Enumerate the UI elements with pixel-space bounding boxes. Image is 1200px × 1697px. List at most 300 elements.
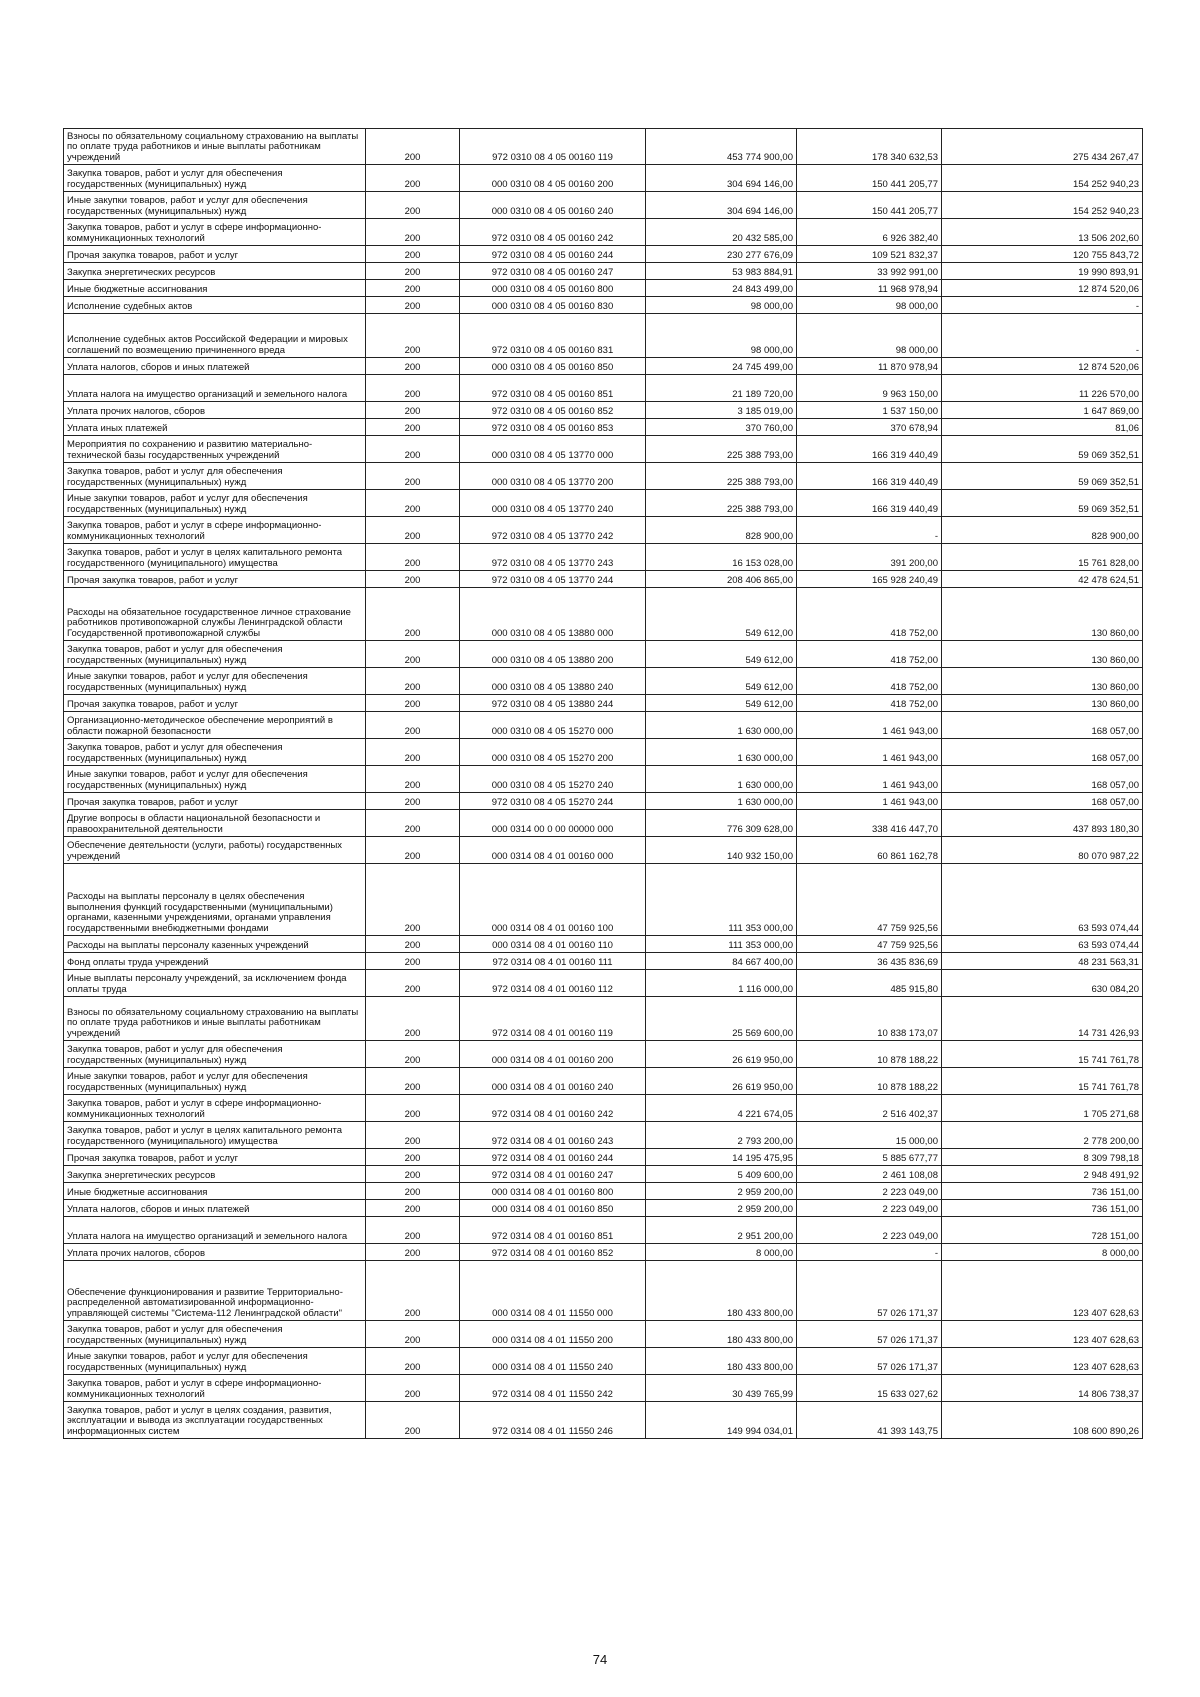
row-line-code: 200 bbox=[366, 1402, 460, 1439]
row-remaining-amount: 154 252 940,23 bbox=[942, 192, 1143, 219]
row-executed-amount: 5 885 677,77 bbox=[797, 1149, 942, 1166]
row-remaining-amount: 168 057,00 bbox=[942, 766, 1143, 793]
row-line-code: 200 bbox=[366, 837, 460, 864]
row-executed-amount: 33 992 991,00 bbox=[797, 263, 942, 280]
row-classification-code: 972 0310 08 4 05 00160 242 bbox=[460, 219, 646, 246]
row-name: Прочая закупка товаров, работ и услуг bbox=[64, 571, 366, 588]
row-executed-amount: 150 441 205,77 bbox=[797, 165, 942, 192]
row-assigned-amount: 111 353 000,00 bbox=[646, 936, 797, 953]
row-assigned-amount: 98 000,00 bbox=[646, 314, 797, 358]
row-remaining-amount: 15 741 761,78 bbox=[942, 1068, 1143, 1095]
row-name: Прочая закупка товаров, работ и услуг bbox=[64, 246, 366, 263]
row-assigned-amount: 149 994 034,01 bbox=[646, 1402, 797, 1439]
row-line-code: 200 bbox=[366, 712, 460, 739]
row-name: Расходы на обязательное государственное личное страхование работников противопожарной службы Ленинградской области Государственной противопожарной службы bbox=[64, 588, 366, 641]
row-classification-code: 000 0310 08 4 05 00160 240 bbox=[460, 192, 646, 219]
row-line-code: 200 bbox=[366, 1041, 460, 1068]
row-name: Закупка энергетических ресурсов bbox=[64, 263, 366, 280]
table-row bbox=[64, 1244, 1143, 1261]
row-executed-amount: 11 968 978,94 bbox=[797, 280, 942, 297]
row-classification-code: 972 0314 08 4 01 00160 112 bbox=[460, 970, 646, 997]
row-executed-amount: 391 200,00 bbox=[797, 544, 942, 571]
row-assigned-amount: 453 774 900,00 bbox=[646, 129, 797, 165]
row-remaining-amount: 8 000,00 bbox=[942, 1244, 1143, 1261]
row-assigned-amount: 2 951 200,00 bbox=[646, 1217, 797, 1244]
row-executed-amount: 418 752,00 bbox=[797, 641, 942, 668]
row-classification-code: 972 0314 08 4 01 00160 244 bbox=[460, 1149, 646, 1166]
row-classification-code: 972 0310 08 4 05 13770 242 bbox=[460, 517, 646, 544]
table-row bbox=[64, 641, 1143, 668]
row-name: Иные закупки товаров, работ и услуг для обеспечения государственных (муниципальных) нужд bbox=[64, 1348, 366, 1375]
row-assigned-amount: 24 843 499,00 bbox=[646, 280, 797, 297]
row-name: Уплата налога на имущество организаций и земельного налога bbox=[64, 1217, 366, 1244]
budget-execution-table bbox=[63, 128, 1143, 1439]
table-row bbox=[64, 970, 1143, 997]
row-classification-code: 972 0310 08 4 05 13770 243 bbox=[460, 544, 646, 571]
table-row bbox=[64, 695, 1143, 712]
row-line-code: 200 bbox=[366, 1149, 460, 1166]
row-name: Другие вопросы в области национальной безопасности и правоохранительной деятельности bbox=[64, 810, 366, 837]
row-classification-code: 972 0314 08 4 01 00160 243 bbox=[460, 1122, 646, 1149]
row-assigned-amount: 180 433 800,00 bbox=[646, 1261, 797, 1321]
row-remaining-amount: 1 647 869,00 bbox=[942, 402, 1143, 419]
table-row bbox=[64, 810, 1143, 837]
row-name: Закупка товаров, работ и услуг для обеспечения государственных (муниципальных) нужд bbox=[64, 1041, 366, 1068]
table-row bbox=[64, 490, 1143, 517]
row-name: Обеспечение деятельности (услуги, работы) государственных учреждений bbox=[64, 837, 366, 864]
row-assigned-amount: 230 277 676,09 bbox=[646, 246, 797, 263]
row-name: Иные бюджетные ассигнования bbox=[64, 1183, 366, 1200]
row-line-code: 200 bbox=[366, 375, 460, 402]
row-executed-amount: 6 926 382,40 bbox=[797, 219, 942, 246]
row-remaining-amount: - bbox=[942, 297, 1143, 314]
row-executed-amount: 166 319 440,49 bbox=[797, 436, 942, 463]
row-remaining-amount: 63 593 074,44 bbox=[942, 864, 1143, 936]
row-assigned-amount: 24 745 499,00 bbox=[646, 358, 797, 375]
table-row bbox=[64, 544, 1143, 571]
row-assigned-amount: 225 388 793,00 bbox=[646, 463, 797, 490]
row-executed-amount: 98 000,00 bbox=[797, 297, 942, 314]
table-row bbox=[64, 1348, 1143, 1375]
row-classification-code: 972 0310 08 4 05 00160 853 bbox=[460, 419, 646, 436]
row-assigned-amount: 1 630 000,00 bbox=[646, 739, 797, 766]
table-row bbox=[64, 668, 1143, 695]
table-row bbox=[64, 571, 1143, 588]
table-row bbox=[64, 192, 1143, 219]
row-assigned-amount: 20 432 585,00 bbox=[646, 219, 797, 246]
row-executed-amount: 2 223 049,00 bbox=[797, 1200, 942, 1217]
table-row bbox=[64, 280, 1143, 297]
row-line-code: 200 bbox=[366, 997, 460, 1041]
row-line-code: 200 bbox=[366, 192, 460, 219]
row-assigned-amount: 304 694 146,00 bbox=[646, 165, 797, 192]
table-row bbox=[64, 766, 1143, 793]
row-line-code: 200 bbox=[366, 793, 460, 810]
table-row bbox=[64, 129, 1143, 165]
row-assigned-amount: 1 116 000,00 bbox=[646, 970, 797, 997]
row-executed-amount: 9 963 150,00 bbox=[797, 375, 942, 402]
row-name: Закупка товаров, работ и услуг для обеспечения государственных (муниципальных) нужд bbox=[64, 1321, 366, 1348]
row-remaining-amount: 108 600 890,26 bbox=[942, 1402, 1143, 1439]
row-remaining-amount: 828 900,00 bbox=[942, 517, 1143, 544]
row-assigned-amount: 549 612,00 bbox=[646, 588, 797, 641]
row-classification-code: 000 0310 08 4 05 00160 830 bbox=[460, 297, 646, 314]
row-remaining-amount: 11 226 570,00 bbox=[942, 375, 1143, 402]
row-line-code: 200 bbox=[366, 297, 460, 314]
row-classification-code: 000 0314 00 0 00 00000 000 bbox=[460, 810, 646, 837]
row-remaining-amount: 48 231 563,31 bbox=[942, 953, 1143, 970]
table-row bbox=[64, 1183, 1143, 1200]
row-remaining-amount: 168 057,00 bbox=[942, 739, 1143, 766]
row-classification-code: 972 0314 08 4 01 00160 111 bbox=[460, 953, 646, 970]
row-remaining-amount: 42 478 624,51 bbox=[942, 571, 1143, 588]
row-assigned-amount: 208 406 865,00 bbox=[646, 571, 797, 588]
table-row bbox=[64, 1041, 1143, 1068]
row-name: Обеспечение функционирования и развитие Территориально- распределенной автоматизированной информационно- управляющей системы "Система-112 Ленинградской области" bbox=[64, 1261, 366, 1321]
row-remaining-amount: 15 761 828,00 bbox=[942, 544, 1143, 571]
row-executed-amount: 57 026 171,37 bbox=[797, 1321, 942, 1348]
row-classification-code: 000 0310 08 4 05 13880 240 bbox=[460, 668, 646, 695]
row-assigned-amount: 549 612,00 bbox=[646, 641, 797, 668]
row-name: Закупка товаров, работ и услуг в целях капитального ремонта государственного (муниципального) имущества bbox=[64, 544, 366, 571]
row-classification-code: 000 0314 08 4 01 00160 200 bbox=[460, 1041, 646, 1068]
row-executed-amount: 2 223 049,00 bbox=[797, 1217, 942, 1244]
row-classification-code: 000 0310 08 4 05 13770 200 bbox=[460, 463, 646, 490]
row-classification-code: 000 0310 08 4 05 13880 200 bbox=[460, 641, 646, 668]
row-remaining-amount: 81,06 bbox=[942, 419, 1143, 436]
row-line-code: 200 bbox=[366, 1244, 460, 1261]
table-body bbox=[64, 129, 1143, 1439]
row-line-code: 200 bbox=[366, 739, 460, 766]
table-row bbox=[64, 246, 1143, 263]
row-classification-code: 972 0314 08 4 01 00160 242 bbox=[460, 1095, 646, 1122]
row-executed-amount: 166 319 440,49 bbox=[797, 490, 942, 517]
row-remaining-amount: 275 434 267,47 bbox=[942, 129, 1143, 165]
row-remaining-amount: 120 755 843,72 bbox=[942, 246, 1143, 263]
row-remaining-amount: 14 806 738,37 bbox=[942, 1375, 1143, 1402]
row-classification-code: 000 0310 08 4 05 13770 000 bbox=[460, 436, 646, 463]
row-remaining-amount: - bbox=[942, 314, 1143, 358]
table-row bbox=[64, 358, 1143, 375]
table-row bbox=[64, 165, 1143, 192]
row-executed-amount: 15 633 027,62 bbox=[797, 1375, 942, 1402]
table-row bbox=[64, 517, 1143, 544]
row-executed-amount: 15 000,00 bbox=[797, 1122, 942, 1149]
table-row bbox=[64, 793, 1143, 810]
row-remaining-amount: 130 860,00 bbox=[942, 641, 1143, 668]
row-classification-code: 000 0314 08 4 01 00160 850 bbox=[460, 1200, 646, 1217]
row-line-code: 200 bbox=[366, 668, 460, 695]
table-row bbox=[64, 1166, 1143, 1183]
row-assigned-amount: 2 793 200,00 bbox=[646, 1122, 797, 1149]
row-executed-amount: 166 319 440,49 bbox=[797, 463, 942, 490]
row-executed-amount: 1 537 150,00 bbox=[797, 402, 942, 419]
row-classification-code: 000 0310 08 4 05 00160 850 bbox=[460, 358, 646, 375]
table-row bbox=[64, 1068, 1143, 1095]
row-remaining-amount: 59 069 352,51 bbox=[942, 436, 1143, 463]
row-executed-amount: 109 521 832,37 bbox=[797, 246, 942, 263]
row-name: Закупка товаров, работ и услуг для обеспечения государственных (муниципальных) нужд bbox=[64, 463, 366, 490]
row-classification-code: 000 0310 08 4 05 15270 200 bbox=[460, 739, 646, 766]
row-classification-code: 000 0314 08 4 01 00160 110 bbox=[460, 936, 646, 953]
table-row bbox=[64, 1321, 1143, 1348]
table-row bbox=[64, 1402, 1143, 1439]
row-executed-amount: 165 928 240,49 bbox=[797, 571, 942, 588]
row-classification-code: 000 0310 08 4 05 15270 240 bbox=[460, 766, 646, 793]
row-remaining-amount: 12 874 520,06 bbox=[942, 358, 1143, 375]
row-assigned-amount: 1 630 000,00 bbox=[646, 712, 797, 739]
row-line-code: 200 bbox=[366, 936, 460, 953]
table-row bbox=[64, 739, 1143, 766]
row-executed-amount: 1 461 943,00 bbox=[797, 793, 942, 810]
table-row bbox=[64, 263, 1143, 280]
row-name: Закупка товаров, работ и услуг в сфере информационно- коммуникационных технологий bbox=[64, 517, 366, 544]
row-executed-amount: 485 915,80 bbox=[797, 970, 942, 997]
row-classification-code: 972 0310 08 4 05 15270 244 bbox=[460, 793, 646, 810]
row-remaining-amount: 630 084,20 bbox=[942, 970, 1143, 997]
row-classification-code: 000 0310 08 4 05 13880 000 bbox=[460, 588, 646, 641]
row-line-code: 200 bbox=[366, 864, 460, 936]
row-name: Уплата прочих налогов, сборов bbox=[64, 1244, 366, 1261]
row-assigned-amount: 1 630 000,00 bbox=[646, 793, 797, 810]
row-executed-amount: 2 516 402,37 bbox=[797, 1095, 942, 1122]
row-line-code: 200 bbox=[366, 1348, 460, 1375]
table-row bbox=[64, 375, 1143, 402]
row-classification-code: 000 0314 08 4 01 00160 240 bbox=[460, 1068, 646, 1095]
table-row bbox=[64, 463, 1143, 490]
row-name: Прочая закупка товаров, работ и услуг bbox=[64, 695, 366, 712]
row-line-code: 200 bbox=[366, 695, 460, 712]
row-classification-code: 972 0310 08 4 05 00160 244 bbox=[460, 246, 646, 263]
row-line-code: 200 bbox=[366, 246, 460, 263]
row-line-code: 200 bbox=[366, 571, 460, 588]
row-classification-code: 000 0314 08 4 01 11550 000 bbox=[460, 1261, 646, 1321]
row-assigned-amount: 4 221 674,05 bbox=[646, 1095, 797, 1122]
table-row bbox=[64, 864, 1143, 936]
row-remaining-amount: 13 506 202,60 bbox=[942, 219, 1143, 246]
table-row bbox=[64, 1095, 1143, 1122]
row-assigned-amount: 180 433 800,00 bbox=[646, 1348, 797, 1375]
row-executed-amount: 10 838 173,07 bbox=[797, 997, 942, 1041]
row-remaining-amount: 123 407 628,63 bbox=[942, 1321, 1143, 1348]
row-assigned-amount: 26 619 950,00 bbox=[646, 1041, 797, 1068]
report-sheet bbox=[63, 128, 1142, 1439]
row-line-code: 200 bbox=[366, 358, 460, 375]
row-remaining-amount: 728 151,00 bbox=[942, 1217, 1143, 1244]
row-assigned-amount: 26 619 950,00 bbox=[646, 1068, 797, 1095]
row-executed-amount: 2 223 049,00 bbox=[797, 1183, 942, 1200]
row-line-code: 200 bbox=[366, 263, 460, 280]
row-classification-code: 972 0310 08 4 05 00160 247 bbox=[460, 263, 646, 280]
row-assigned-amount: 828 900,00 bbox=[646, 517, 797, 544]
row-line-code: 200 bbox=[366, 544, 460, 571]
row-assigned-amount: 25 569 600,00 bbox=[646, 997, 797, 1041]
row-remaining-amount: 15 741 761,78 bbox=[942, 1041, 1143, 1068]
row-classification-code: 000 0310 08 4 05 13770 240 bbox=[460, 490, 646, 517]
row-name: Закупка товаров, работ и услуг в целях создания, развития, эксплуатации и вывода из эксплуатации государственных информационных систем bbox=[64, 1402, 366, 1439]
row-remaining-amount: 2 778 200,00 bbox=[942, 1122, 1143, 1149]
row-name: Организационно-методическое обеспечение мероприятий в области пожарной безопасности bbox=[64, 712, 366, 739]
row-line-code: 200 bbox=[366, 766, 460, 793]
row-remaining-amount: 130 860,00 bbox=[942, 695, 1143, 712]
row-classification-code: 972 0310 08 4 05 00160 852 bbox=[460, 402, 646, 419]
row-remaining-amount: 736 151,00 bbox=[942, 1200, 1143, 1217]
row-remaining-amount: 736 151,00 bbox=[942, 1183, 1143, 1200]
row-line-code: 200 bbox=[366, 1200, 460, 1217]
row-classification-code: 000 0310 08 4 05 00160 800 bbox=[460, 280, 646, 297]
table-row bbox=[64, 436, 1143, 463]
table-row bbox=[64, 1200, 1143, 1217]
row-remaining-amount: 123 407 628,63 bbox=[942, 1348, 1143, 1375]
row-line-code: 200 bbox=[366, 1261, 460, 1321]
row-executed-amount: 338 416 447,70 bbox=[797, 810, 942, 837]
row-name: Фонд оплаты труда учреждений bbox=[64, 953, 366, 970]
row-name: Мероприятия по сохранению и развитию материально- технической базы государственных учреждений bbox=[64, 436, 366, 463]
table-row bbox=[64, 588, 1143, 641]
row-executed-amount: 98 000,00 bbox=[797, 314, 942, 358]
row-remaining-amount: 437 893 180,30 bbox=[942, 810, 1143, 837]
row-line-code: 200 bbox=[366, 1217, 460, 1244]
row-line-code: 200 bbox=[366, 129, 460, 165]
row-executed-amount: 1 461 943,00 bbox=[797, 766, 942, 793]
row-classification-code: 972 0310 08 4 05 13880 244 bbox=[460, 695, 646, 712]
row-name: Закупка товаров, работ и услуг в сфере информационно- коммуникационных технологий bbox=[64, 1095, 366, 1122]
row-assigned-amount: 776 309 628,00 bbox=[646, 810, 797, 837]
row-line-code: 200 bbox=[366, 810, 460, 837]
row-remaining-amount: 168 057,00 bbox=[942, 793, 1143, 810]
row-name: Уплата налогов, сборов и иных платежей bbox=[64, 358, 366, 375]
row-classification-code: 000 0314 08 4 01 00160 800 bbox=[460, 1183, 646, 1200]
row-name: Прочая закупка товаров, работ и услуг bbox=[64, 1149, 366, 1166]
row-executed-amount: 11 870 978,94 bbox=[797, 358, 942, 375]
row-remaining-amount: 14 731 426,93 bbox=[942, 997, 1143, 1041]
table-row bbox=[64, 297, 1143, 314]
row-executed-amount: 150 441 205,77 bbox=[797, 192, 942, 219]
row-name: Прочая закупка товаров, работ и услуг bbox=[64, 793, 366, 810]
row-classification-code: 000 0314 08 4 01 00160 100 bbox=[460, 864, 646, 936]
row-executed-amount: 418 752,00 bbox=[797, 668, 942, 695]
row-name: Иные выплаты персоналу учреждений, за исключением фонда оплаты труда bbox=[64, 970, 366, 997]
row-executed-amount: 41 393 143,75 bbox=[797, 1402, 942, 1439]
row-name: Исполнение судебных актов Российской Федерации и мировых соглашений по возмещению причиненного вреда bbox=[64, 314, 366, 358]
row-name: Уплата налога на имущество организаций и земельного налога bbox=[64, 375, 366, 402]
page-number: 74 bbox=[592, 1652, 608, 1667]
table-row bbox=[64, 1122, 1143, 1149]
row-assigned-amount: 225 388 793,00 bbox=[646, 490, 797, 517]
row-name: Закупка товаров, работ и услуг в сфере информационно- коммуникационных технологий bbox=[64, 1375, 366, 1402]
row-assigned-amount: 370 760,00 bbox=[646, 419, 797, 436]
row-name: Иные закупки товаров, работ и услуг для обеспечения государственных (муниципальных) нужд bbox=[64, 668, 366, 695]
row-classification-code: 972 0310 08 4 05 13770 244 bbox=[460, 571, 646, 588]
table-row bbox=[64, 1149, 1143, 1166]
table-row bbox=[64, 936, 1143, 953]
row-remaining-amount: 59 069 352,51 bbox=[942, 463, 1143, 490]
row-line-code: 200 bbox=[366, 419, 460, 436]
row-line-code: 200 bbox=[366, 1166, 460, 1183]
row-assigned-amount: 2 959 200,00 bbox=[646, 1183, 797, 1200]
table-row bbox=[64, 837, 1143, 864]
row-classification-code: 000 0314 08 4 01 11550 240 bbox=[460, 1348, 646, 1375]
row-line-code: 200 bbox=[366, 436, 460, 463]
table-row bbox=[64, 997, 1143, 1041]
row-line-code: 200 bbox=[366, 280, 460, 297]
row-name: Иные закупки товаров, работ и услуг для обеспечения государственных (муниципальных) нужд bbox=[64, 490, 366, 517]
row-assigned-amount: 30 439 765,99 bbox=[646, 1375, 797, 1402]
row-assigned-amount: 98 000,00 bbox=[646, 297, 797, 314]
row-remaining-amount: 1 705 271,68 bbox=[942, 1095, 1143, 1122]
row-executed-amount: 1 461 943,00 bbox=[797, 739, 942, 766]
row-executed-amount: 418 752,00 bbox=[797, 588, 942, 641]
row-line-code: 200 bbox=[366, 402, 460, 419]
row-assigned-amount: 304 694 146,00 bbox=[646, 192, 797, 219]
row-classification-code: 000 0310 08 4 05 15270 000 bbox=[460, 712, 646, 739]
row-executed-amount: 10 878 188,22 bbox=[797, 1041, 942, 1068]
row-assigned-amount: 225 388 793,00 bbox=[646, 436, 797, 463]
row-line-code: 200 bbox=[366, 641, 460, 668]
row-assigned-amount: 111 353 000,00 bbox=[646, 864, 797, 936]
row-classification-code: 972 0314 08 4 01 00160 852 bbox=[460, 1244, 646, 1261]
row-remaining-amount: 59 069 352,51 bbox=[942, 490, 1143, 517]
row-executed-amount: 36 435 836,69 bbox=[797, 953, 942, 970]
row-executed-amount: 370 678,94 bbox=[797, 419, 942, 436]
row-remaining-amount: 80 070 987,22 bbox=[942, 837, 1143, 864]
row-name: Закупка энергетических ресурсов bbox=[64, 1166, 366, 1183]
row-name: Закупка товаров, работ и услуг в целях капитального ремонта государственного (муниципального) имущества bbox=[64, 1122, 366, 1149]
row-assigned-amount: 140 932 150,00 bbox=[646, 837, 797, 864]
row-executed-amount: 1 461 943,00 bbox=[797, 712, 942, 739]
row-name: Взносы по обязательному социальному страхованию на выплаты по оплате труда работников и иные выплаты работникам учреждений bbox=[64, 997, 366, 1041]
row-name: Уплата налогов, сборов и иных платежей bbox=[64, 1200, 366, 1217]
row-classification-code: 000 0314 08 4 01 00160 000 bbox=[460, 837, 646, 864]
row-name: Взносы по обязательному социальному страхованию на выплаты по оплате труда работников и иные выплаты работникам учреждений bbox=[64, 129, 366, 165]
row-remaining-amount: 63 593 074,44 bbox=[942, 936, 1143, 953]
row-executed-amount: 57 026 171,37 bbox=[797, 1348, 942, 1375]
row-assigned-amount: 180 433 800,00 bbox=[646, 1321, 797, 1348]
row-remaining-amount: 168 057,00 bbox=[942, 712, 1143, 739]
row-name: Закупка товаров, работ и услуг в сфере информационно- коммуникационных технологий bbox=[64, 219, 366, 246]
row-classification-code: 972 0314 08 4 01 00160 119 bbox=[460, 997, 646, 1041]
row-assigned-amount: 16 153 028,00 bbox=[646, 544, 797, 571]
row-line-code: 200 bbox=[366, 517, 460, 544]
row-name: Иные бюджетные ассигнования bbox=[64, 280, 366, 297]
table-row bbox=[64, 953, 1143, 970]
table-row bbox=[64, 712, 1143, 739]
row-remaining-amount: 130 860,00 bbox=[942, 588, 1143, 641]
row-executed-amount: 10 878 188,22 bbox=[797, 1068, 942, 1095]
row-assigned-amount: 3 185 019,00 bbox=[646, 402, 797, 419]
row-classification-code: 972 0314 08 4 01 00160 247 bbox=[460, 1166, 646, 1183]
row-name: Уплата иных платежей bbox=[64, 419, 366, 436]
table-row bbox=[64, 219, 1143, 246]
row-line-code: 200 bbox=[366, 1375, 460, 1402]
row-line-code: 200 bbox=[366, 463, 460, 490]
row-line-code: 200 bbox=[366, 1321, 460, 1348]
row-name: Закупка товаров, работ и услуг для обеспечения государственных (муниципальных) нужд bbox=[64, 739, 366, 766]
row-assigned-amount: 53 983 884,91 bbox=[646, 263, 797, 280]
table-row bbox=[64, 1375, 1143, 1402]
row-classification-code: 972 0310 08 4 05 00160 851 bbox=[460, 375, 646, 402]
row-name: Закупка товаров, работ и услуг для обеспечения государственных (муниципальных) нужд bbox=[64, 165, 366, 192]
row-remaining-amount: 123 407 628,63 bbox=[942, 1261, 1143, 1321]
row-line-code: 200 bbox=[366, 588, 460, 641]
row-assigned-amount: 8 000,00 bbox=[646, 1244, 797, 1261]
row-line-code: 200 bbox=[366, 314, 460, 358]
row-line-code: 200 bbox=[366, 490, 460, 517]
row-name: Иные закупки товаров, работ и услуг для обеспечения государственных (муниципальных) нужд bbox=[64, 766, 366, 793]
row-classification-code: 000 0310 08 4 05 00160 200 bbox=[460, 165, 646, 192]
row-line-code: 200 bbox=[366, 1122, 460, 1149]
row-executed-amount: 418 752,00 bbox=[797, 695, 942, 712]
